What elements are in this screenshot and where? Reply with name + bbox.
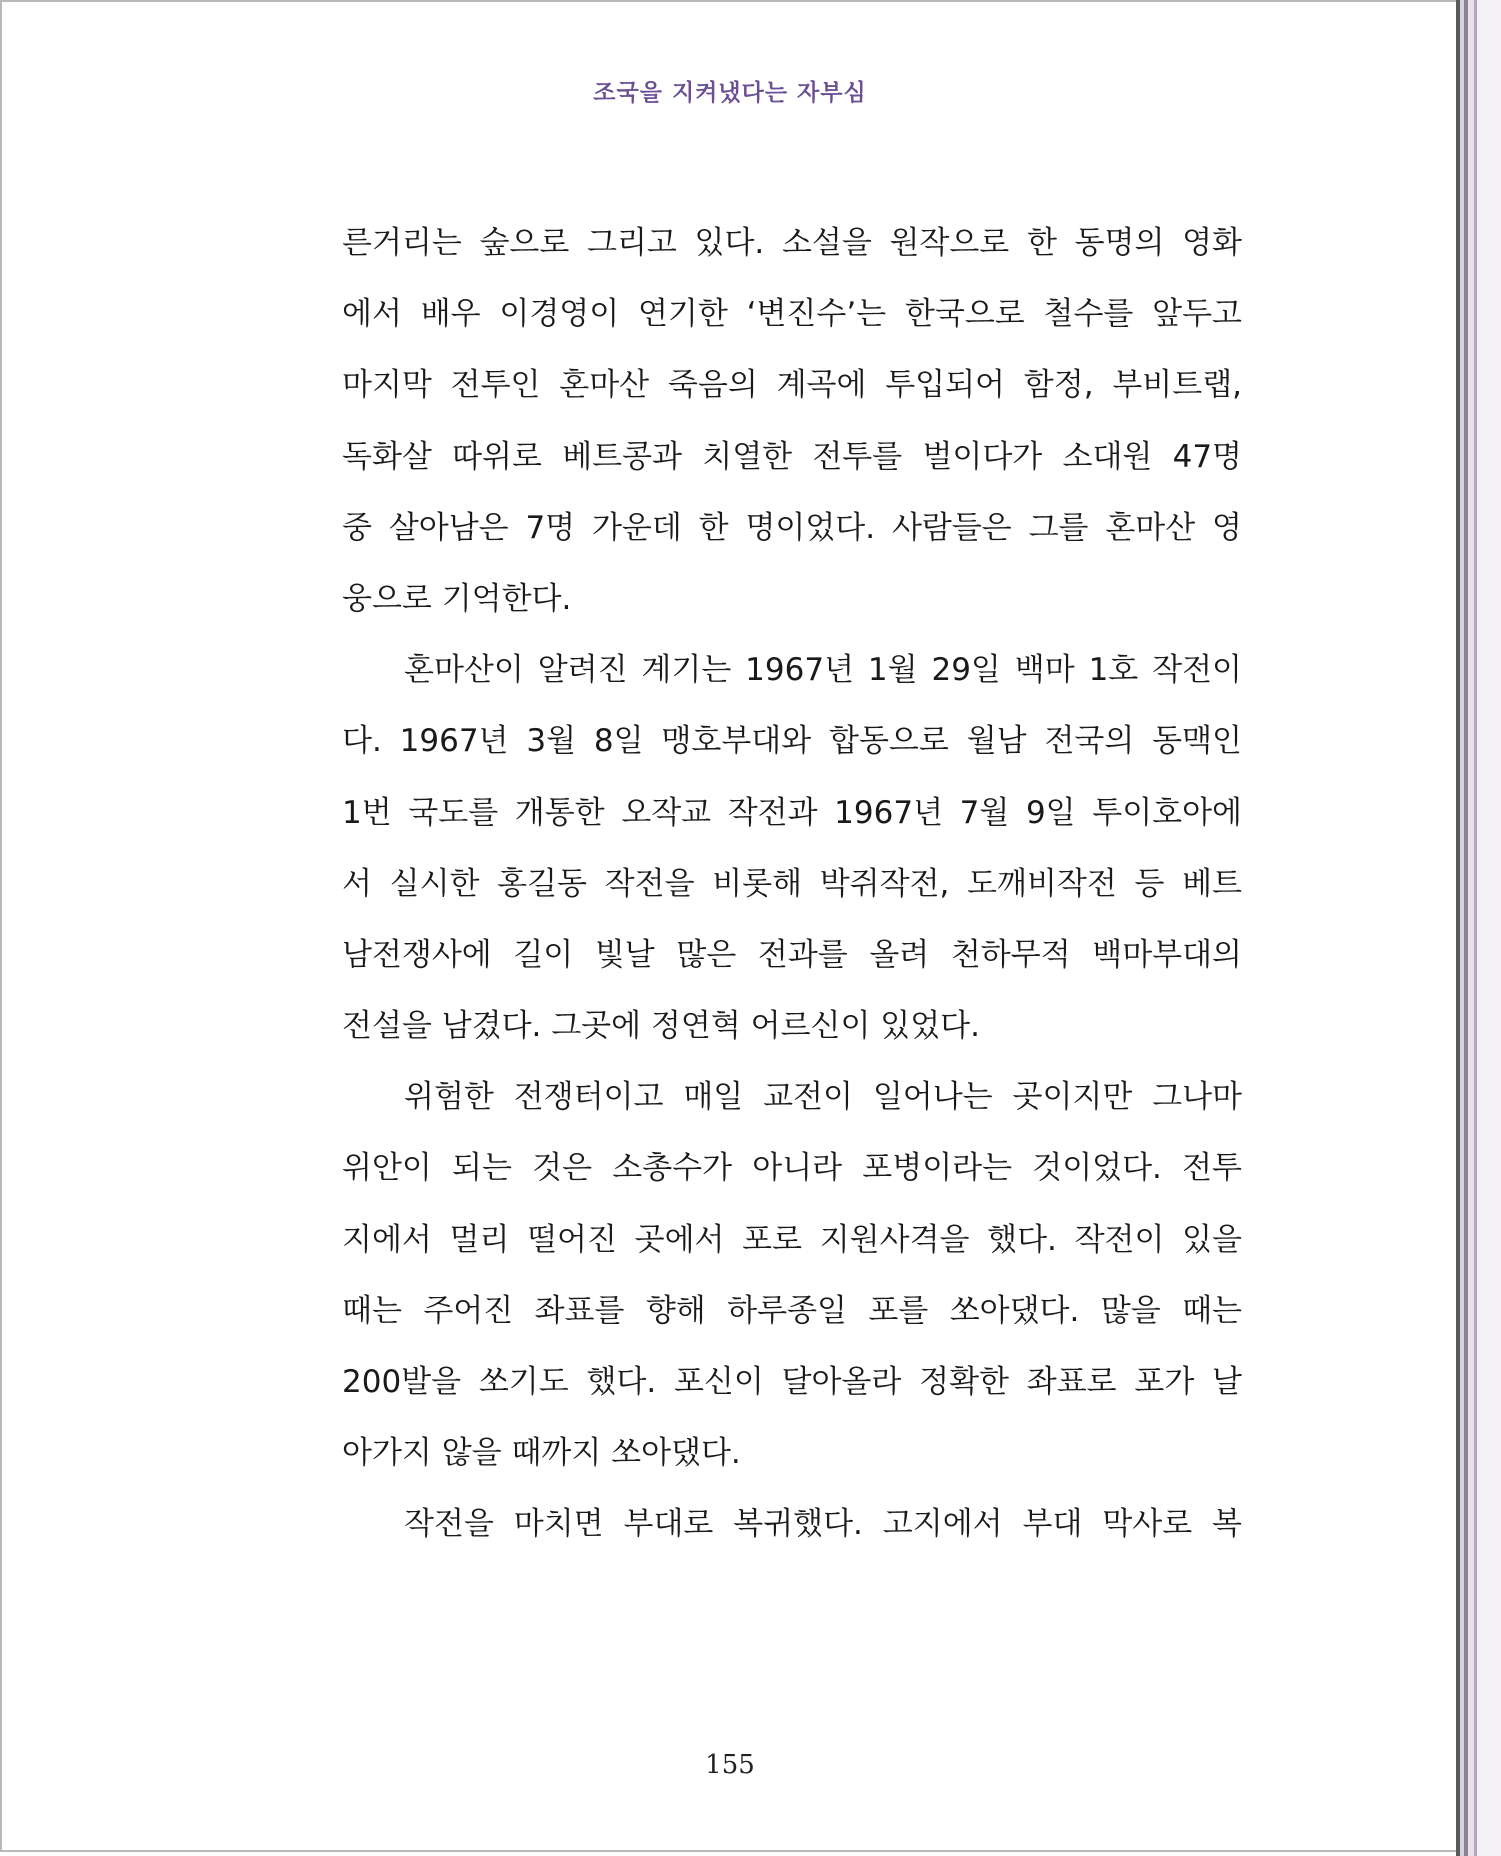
text-line: 독화살 따위로 베트콩과 치열한 전투를 벌이다가 소대원 47명 (342, 438, 1242, 475)
text-line: 위험한 전쟁터이고 매일 교전이 일어나는 곳이지만 그나마 (404, 1079, 1242, 1116)
body-text (342, 208, 1242, 1561)
text-line: 200발을 쏘기도 했다. 포신이 달아올라 정확한 좌표로 포가 날 (342, 1364, 1242, 1400)
page-edge (1477, 0, 1501, 1856)
text-line: 다. 1967년 3월 8일 맹호부대와 합동으로 월남 전국의 동맥인 (342, 723, 1242, 760)
text-line: 에서 배우 이경영이 연기한 ‘변진수’는 한국으로 철수를 앞두고 (342, 296, 1242, 333)
text-line: 지에서 멀리 떨어진 곳에서 포로 지원사격을 했다. 작전이 있을 (342, 1221, 1242, 1258)
text-line: 때는 주어진 좌표를 향해 하루종일 포를 쏘아댔다. 많을 때는 (342, 1292, 1242, 1329)
page-number: 155 (705, 1750, 755, 1780)
text-line: 마지막 전투인 혼마산 죽음의 계곡에 투입되어 함정, 부비트랩, (342, 367, 1242, 404)
text-line: 남전쟁사에 길이 빛날 많은 전과를 올려 천하무적 백마부대의 (342, 936, 1242, 973)
text-line: 아가지 않을 때까지 쏘아댔다. (342, 1435, 741, 1472)
text-line: 전설을 남겼다. 그곳에 정연혁 어르신이 있었다. (342, 1008, 980, 1045)
text-line: 작전을 마치면 부대로 복귀했다. 고지에서 부대 막사로 복 (404, 1506, 1242, 1543)
text-line: 1번 국도를 개통한 오작교 작전과 1967년 7월 9일 투이호아에 (342, 794, 1242, 831)
text-line: 혼마산이 알려진 계기는 1967년 1월 29일 백마 1호 작전이 (404, 652, 1242, 689)
text-line: 웅으로 기억한다. (342, 580, 572, 617)
text-line: 른거리는 숲으로 그리고 있다. 소설을 원작으로 한 동명의 영화 (342, 225, 1242, 261)
running-header: 조국을 지켜냈다는 자부심 (593, 79, 867, 106)
text-line: 중 살아남은 7명 가운데 한 명이었다. 사람들은 그를 혼마산 영 (342, 509, 1242, 546)
text-line: 서 실시한 홍길동 작전을 비롯해 박쥐작전, 도깨비작전 등 베트 (342, 865, 1242, 902)
text-line: 위안이 되는 것은 소총수가 아니라 포병이라는 것이었다. 전투 (342, 1150, 1242, 1187)
